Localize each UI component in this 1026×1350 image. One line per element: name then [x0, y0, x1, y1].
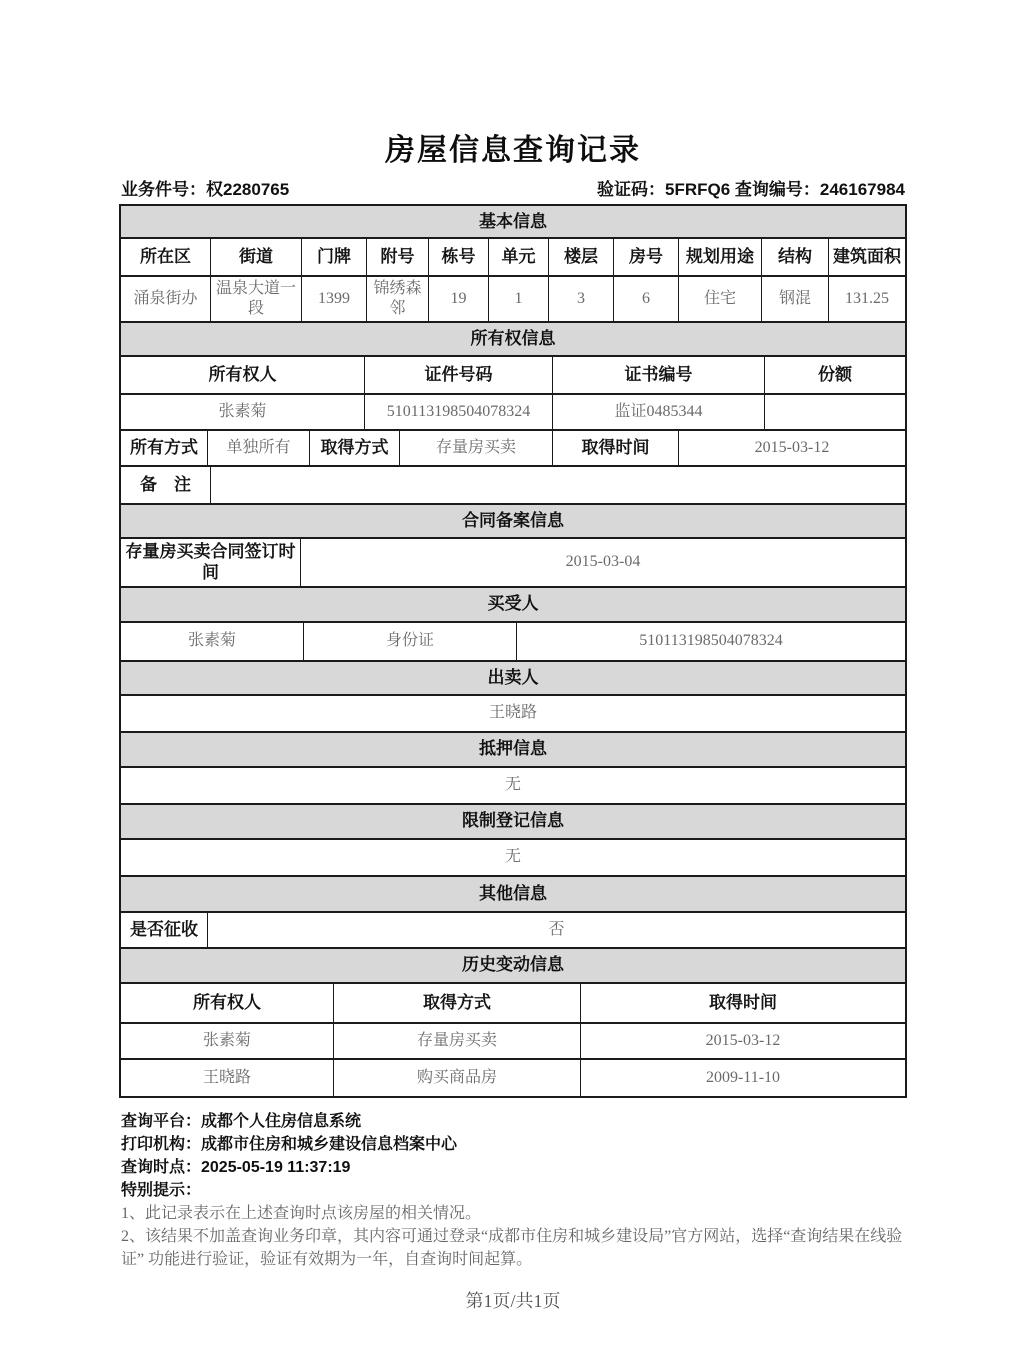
acquire-method-label: 取得方式: [309, 431, 399, 465]
basic-val-floor: 3: [548, 277, 613, 321]
basic-val-room: 6: [613, 277, 678, 321]
remark-value: [210, 467, 905, 503]
levy-value: 否: [207, 913, 905, 947]
ownership-col-owner: 所有权人: [208, 365, 277, 385]
ownership-col-share: 份额: [764, 357, 905, 393]
history-1-date: 2015-03-12: [580, 1024, 905, 1058]
history-row-1: [121, 1022, 905, 1058]
tip-2: 2、该结果不加盖查询业务印章，其内容可通过登录“成都市住房和城乡建设局”官方网站，选择“查询结果在线验证” 功能进行验证，验证有效期为一年，自查询时间起算。: [121, 1227, 903, 1268]
section-seller: [121, 660, 905, 694]
history-2-method: 购买商品房: [333, 1060, 580, 1096]
basic-val-doorplate: 1399: [301, 277, 366, 321]
ownership-mode-label: 所有方式: [130, 438, 198, 458]
section-restriction: [121, 803, 905, 838]
basic-col-street: 街道: [210, 239, 301, 275]
ownership-value-row: [121, 393, 905, 429]
contract-sign-label: 存量房买卖合同签订时间: [125, 542, 296, 583]
contract-sign-row: [121, 537, 905, 586]
seller-name: 王晓路: [488, 704, 537, 721]
basic-val-unit: 1: [488, 277, 548, 321]
section-history: [121, 947, 905, 982]
basic-col-floor-area: 建筑面积: [828, 239, 905, 275]
basic-val-planned-use: 住宅: [678, 277, 761, 321]
buyer-id-type: 身份证: [303, 623, 516, 660]
buyer-id-number: 510113198504078324: [516, 623, 905, 660]
basic-value-row: [121, 275, 905, 321]
history-col-method: 取得方式: [333, 984, 580, 1022]
basic-val-street: 温泉大道一段: [210, 277, 301, 321]
ownership-val-id-number: 510113198504078324: [364, 395, 552, 429]
acquire-time-label: 取得时间: [552, 431, 678, 465]
section-contract: [121, 503, 905, 537]
ownership-header-row: [121, 355, 905, 393]
history-2-date: 2009-11-10: [580, 1060, 905, 1096]
basic-val-building: 19: [428, 277, 488, 321]
restriction-value: 无: [504, 848, 521, 865]
acquire-time-value: 2015-03-12: [678, 431, 905, 465]
remark-row: [121, 465, 905, 503]
basic-col-doorplate: 门牌: [301, 239, 366, 275]
levy-row: [121, 911, 905, 947]
restriction-value-row: [121, 838, 905, 875]
basic-col-attach-no: 附号: [366, 239, 428, 275]
section-ownership: [121, 321, 905, 355]
remark-label: 备 注: [140, 475, 191, 495]
basic-col-planned-use: 规划用途: [678, 239, 761, 275]
basic-col-building: 栋号: [428, 239, 488, 275]
mortgage-value-row: [121, 766, 905, 803]
special-tips-title: 特别提示：: [121, 1181, 202, 1199]
business-number: 业务件号：权2280765: [121, 180, 290, 199]
footer-notes: [121, 1110, 905, 1271]
section-seller-title: 出卖人: [121, 662, 905, 694]
section-other: [121, 875, 905, 911]
buyer-value-row: [121, 621, 905, 660]
ownership-col-cert-number: 证书编号: [552, 357, 764, 393]
section-basic-info-title: 基本信息: [121, 206, 905, 237]
ownership-val-cert-number: 监证0485344: [552, 395, 764, 429]
basic-val-floor-area: 131.25: [828, 277, 905, 321]
section-history-title: 历史变动信息: [121, 949, 905, 982]
record-table: [119, 204, 907, 1098]
section-buyer: [121, 586, 905, 621]
tip-1: 1、此记录表示在上述查询时点该房屋的相关情况。: [121, 1204, 482, 1222]
print-agency: 打印机构：成都市住房和城乡建设信息档案中心: [121, 1135, 458, 1153]
section-restriction-title: 限制登记信息: [121, 805, 905, 838]
page-number: 第1页/共1页: [465, 1290, 561, 1311]
history-2-owner: 王晓路: [202, 1068, 251, 1086]
mortgage-value: 无: [504, 776, 521, 793]
ownership-val-share: [764, 395, 905, 429]
history-row-2: [121, 1058, 905, 1096]
ownership-col-id-number: 证件号码: [364, 357, 552, 393]
document-meta: [121, 175, 905, 200]
seller-value-row: [121, 694, 905, 731]
basic-col-district: 所在区: [140, 247, 191, 267]
section-other-title: 其他信息: [121, 877, 905, 911]
levy-label: 是否征收: [130, 919, 198, 939]
basic-col-floor: 楼层: [548, 239, 613, 275]
section-basic-info: [121, 206, 905, 237]
buyer-name: 张素菊: [187, 632, 236, 649]
page-title: 房屋信息查询记录: [385, 134, 641, 167]
basic-val-structure: 钢混: [761, 277, 828, 321]
contract-sign-value: 2015-03-04: [300, 539, 905, 586]
verification-info: 验证码：5FRFQ6 查询编号：246167984: [597, 180, 905, 199]
basic-header-row: [121, 237, 905, 275]
section-contract-title: 合同备案信息: [121, 505, 905, 537]
basic-col-unit: 单元: [488, 239, 548, 275]
ownership-mode-row: [121, 429, 905, 465]
section-mortgage-title: 抵押信息: [121, 733, 905, 766]
section-ownership-title: 所有权信息: [121, 323, 905, 355]
section-mortgage: [121, 731, 905, 766]
query-platform: 查询平台：成都个人住房信息系统: [121, 1112, 362, 1130]
history-header-row: [121, 982, 905, 1022]
history-1-method: 存量房买卖: [333, 1024, 580, 1058]
ownership-val-owner: 张素菊: [218, 403, 267, 420]
history-col-owner: 所有权人: [193, 992, 261, 1012]
basic-val-attach-no: 锦绣森邻: [366, 277, 428, 321]
basic-val-district: 涌泉街办: [133, 290, 198, 307]
history-col-date: 取得时间: [580, 984, 905, 1022]
section-buyer-title: 买受人: [121, 588, 905, 621]
history-1-owner: 张素菊: [202, 1031, 251, 1049]
basic-col-room: 房号: [613, 239, 678, 275]
acquire-method-value: 存量房买卖: [399, 431, 552, 465]
ownership-mode-value: 单独所有: [207, 431, 309, 465]
basic-col-structure: 结构: [761, 239, 828, 275]
query-time: 查询时点：2025-05-19 11:37:19: [121, 1158, 351, 1176]
